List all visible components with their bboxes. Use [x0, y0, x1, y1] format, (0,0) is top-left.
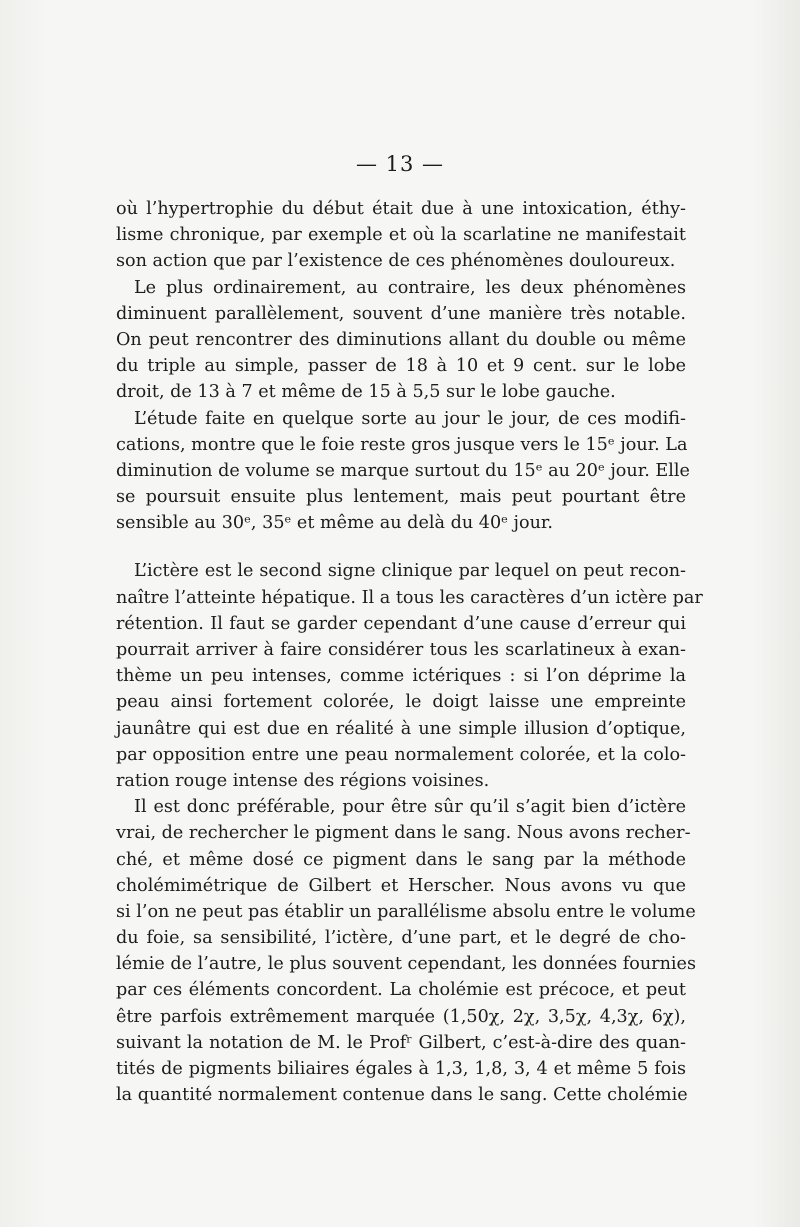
text-line: naître l’atteinte hépatique. Il a tous les caractères d’un ictère par — [116, 587, 703, 608]
text-line: lisme chronique, par exemple et où la scarlatine ne manifestait — [116, 225, 686, 246]
text-line: droit, de 13 à 7 et même de 15 à 5,5 sur le lobe gauche. — [116, 382, 616, 403]
text-line: suivant la notation de M. le Profʳ Gilbert, c’est-à-dire des quan- — [116, 1032, 686, 1053]
text-line: thème un peu intenses, comme ictériques : si l’on déprime la — [116, 666, 686, 687]
text-line: L’ictère est le second signe clinique par lequel on peut recon- — [134, 561, 686, 582]
paragraph-5 — [116, 794, 696, 1108]
text-line: On peut rencontrer des diminutions allant du double ou même — [116, 329, 686, 350]
section-gap — [116, 536, 686, 558]
text-line: pourrait arriver à faire considérer tous les scarlatineux à exan- — [116, 640, 686, 660]
paragraph-2 — [116, 275, 686, 406]
text-line: cholémimétrique de Gilbert et Herscher. Nous avons vu que — [116, 875, 686, 896]
text-line: par ces éléments concordent. La cholémie est précoce, et peut — [116, 980, 686, 1001]
text-line: la quantité normalement contenue dans le sang. Cette cholémie — [116, 1085, 688, 1106]
text-line: tités de pigments biliaires égales à 1,3, 1,8, 3, 4 et même 5 fois — [116, 1059, 686, 1079]
text-line: son action que par l’existence de ces phénomènes douloureux. — [116, 251, 676, 272]
page-number: — 13 — — [355, 152, 445, 176]
text-line: si l’on ne peut pas établir un parallélisme absolu entre le volume — [116, 901, 696, 922]
text-line: du triple au simple, passer de 18 à 10 et 9 cent. sur le lobe — [116, 356, 686, 377]
text-line: ration rouge intense des régions voisines. — [116, 770, 490, 791]
text-line: Le plus ordinairement, au contraire, les deux phénomènes — [134, 277, 686, 298]
text-line: où l’hypertrophie du début était due à une intoxication, éthy- — [116, 199, 686, 219]
paragraph-4 — [116, 558, 703, 794]
text-line: jaunâtre qui est due en réalité à une simple illusion d’optique, — [116, 718, 686, 739]
text-line: cations, montre que le foie reste gros jusque vers le 15ᵉ jour. La — [116, 434, 688, 455]
text-line: se poursuit ensuite plus lentement, mais peut pourtant être — [116, 487, 686, 508]
text-line: L’étude faite en quelque sorte au jour le jour, de ces modifi- — [134, 408, 686, 429]
text-line: lémie de l’autre, le plus souvent cependant, les données fournies — [116, 954, 696, 975]
paragraph-1 — [116, 196, 686, 275]
text-line: rétention. Il faut se garder cependant d’une cause d’erreur qui — [116, 613, 686, 634]
text-line: du foie, sa sensibilité, l’ictère, d’une part, et le degré de cho- — [116, 928, 686, 949]
text-line: sensible au 30ᵉ, 35ᵉ et même au delà du 40ᵉ jour. — [116, 513, 553, 534]
paragraph-3 — [116, 406, 690, 537]
text-line: Il est donc préférable, pour être sûr qu’il s’agit bien d’ictère — [134, 797, 686, 818]
text-line: ché, et même dosé ce pigment dans le sang par la méthode — [116, 849, 686, 870]
text-line: par opposition entre une peau normalement colorée, et la colo- — [116, 744, 686, 765]
text-line: être parfois extrêmement marquée (1,50χ, 2χ, 3,5χ, 4,3χ, 6χ), — [116, 1006, 686, 1027]
text-line: peau ainsi fortement colorée, le doigt laisse une empreinte — [116, 692, 686, 713]
text-line: diminuent parallèlement, souvent d’une manière très notable. — [116, 303, 686, 324]
body-text — [116, 196, 703, 1108]
text-line: diminution de volume se marque surtout du 15ᵉ au 20ᵉ jour. Elle — [116, 460, 690, 481]
text-line: vrai, de rechercher le pigment dans le sang. Nous avons recher- — [116, 823, 691, 844]
